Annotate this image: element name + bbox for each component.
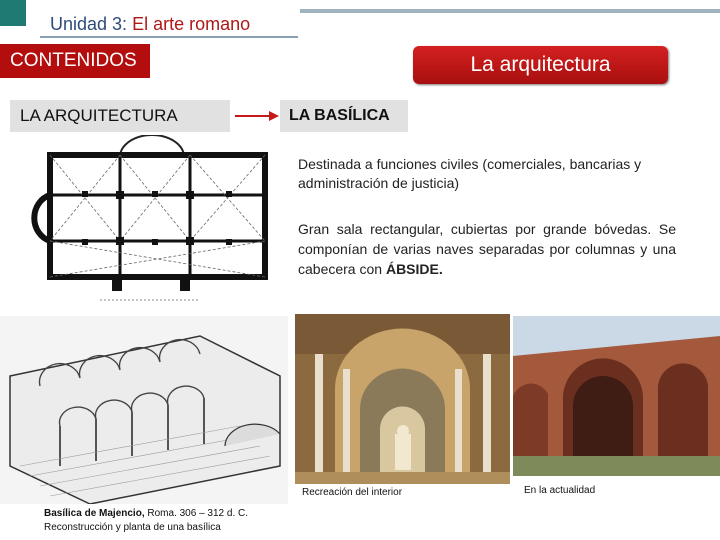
caption-majencio-subtitle: Reconstrucción y planta de una basílica — [44, 522, 221, 533]
description-function: Destinada a funciones civiles (comerciales, bancarias y administración de justicia) — [298, 156, 642, 191]
basilica-floorplan — [30, 135, 275, 305]
interior-recreation-image — [295, 314, 510, 484]
caption-majencio-title: Basílica de Majencio, — [44, 508, 145, 519]
unit-prefix: Unidad 3: — [50, 14, 133, 34]
caption-majencio-date: Roma. 306 – 312 d. C. — [144, 508, 249, 519]
description-structure — [298, 219, 676, 279]
section-title: La arquitectura — [413, 46, 668, 84]
unit-underline — [40, 36, 298, 38]
apse-term: ÁBSIDE. — [385, 261, 443, 277]
caption-majencio — [44, 507, 248, 535]
contenidos-label: CONTENIDOS — [0, 44, 150, 78]
description-structure-text: Gran sala rectangular, cubiertas por grande bóvedas. Se componían de varias naves separadas por columnas y una cabecera con — [298, 221, 676, 277]
current-ruins-image — [513, 316, 720, 476]
caption-interior: Recreación del interior — [302, 487, 403, 498]
arrow-right-icon — [235, 108, 279, 122]
unit-topic: El arte romano — [132, 14, 251, 34]
topic-arquitectura: LA ARQUITECTURA — [10, 100, 230, 132]
header-rule — [300, 9, 720, 13]
caption-current: En la actualidad — [524, 485, 596, 496]
unit-title — [50, 14, 250, 35]
basilica-cutaway-drawing — [0, 316, 288, 504]
corner-square — [0, 0, 26, 26]
topic-basilica: LA BASÍLICA — [280, 100, 408, 132]
